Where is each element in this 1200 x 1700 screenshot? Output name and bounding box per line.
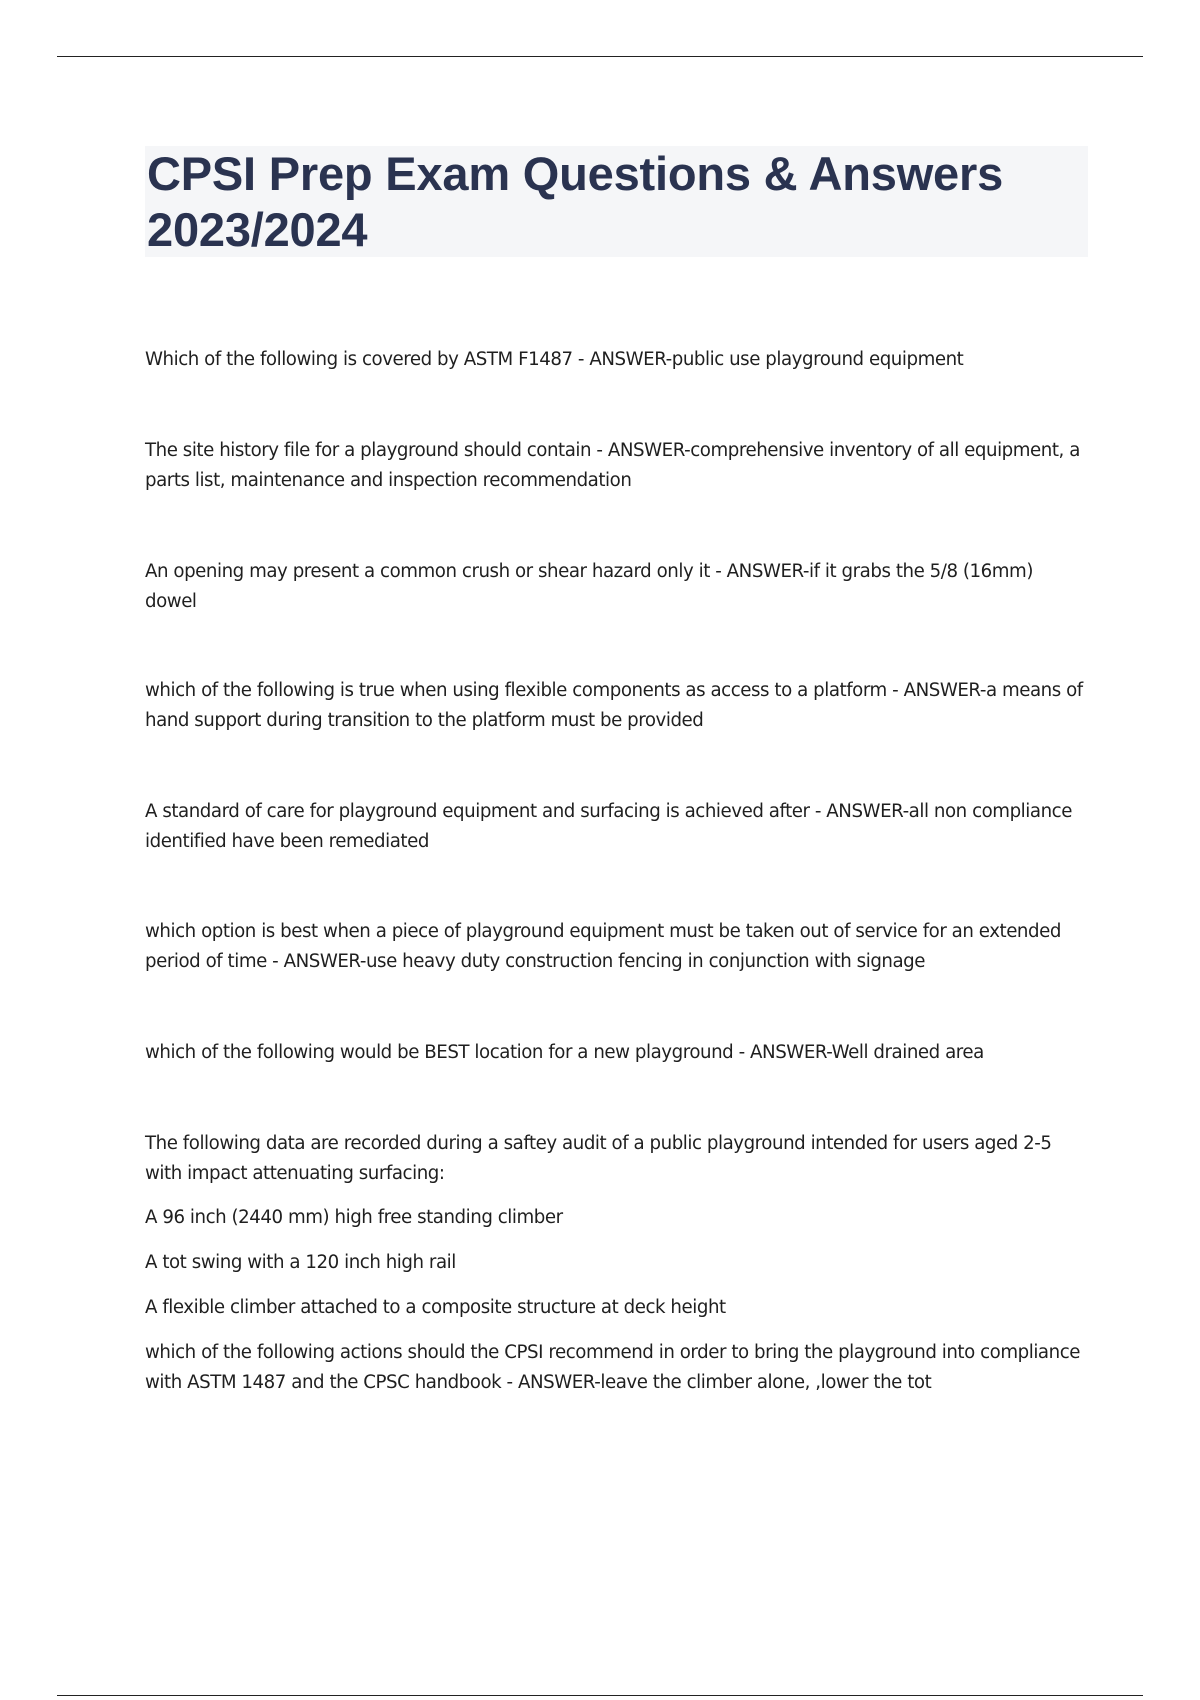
- top-rule: [57, 56, 1143, 57]
- qa-paragraph-astm: Which of the following is covered by ASTM F1487 - ANSWER-public use playground equipment: [145, 349, 964, 370]
- qa-paragraph-site-history: The site history file for a playground should contain - ANSWER-comprehensive inventory of all equipment, a parts list, maintenance and inspection recommendation: [145, 440, 1080, 491]
- bottom-rule: [57, 1695, 1143, 1696]
- qa-paragraph-flexible-climber: A flexible climber attached to a composite structure at deck height: [145, 1297, 726, 1318]
- qa-paragraph-crush-shear: An opening may present a common crush or shear hazard only it - ANSWER-if it grabs the 5/8 (16mm) dowel: [145, 561, 1033, 612]
- title-block: [145, 146, 1088, 257]
- qa-paragraph-tot-swing: A tot swing with a 120 inch high rail: [145, 1252, 456, 1273]
- page-title: CPSI Prep Exam Questions & Answers 2023/2024: [147, 147, 1004, 256]
- qa-paragraph-climber: A 96 inch (2440 mm) high free standing climber: [145, 1207, 563, 1228]
- qa-paragraph-best-location: which of the following would be BEST location for a new playground - ANSWER-Well drained area: [145, 1042, 984, 1063]
- qa-paragraph-recommendation: which of the following actions should the CPSI recommend in order to bring the playground into compliance with ASTM 1487 and the CPSC handbook - ANSWER-leave the climber alone, ,lower the tot: [145, 1342, 1080, 1393]
- qa-paragraph-out-of-service: which option is best when a piece of playground equipment must be taken out of service for an extended period of time - ANSWER-use heavy duty construction fencing in conjunction with signage: [145, 921, 1061, 972]
- qa-paragraph-audit-data: The following data are recorded during a saftey audit of a public playground intended for users aged 2-5 with impact attenuating surfacing:: [145, 1133, 1052, 1184]
- qa-paragraph-standard-of-care: A standard of care for playground equipment and surfacing is achieved after - ANSWER-all non compliance identified have been remediated: [145, 801, 1072, 852]
- qa-paragraph-flexible-access: which of the following is true when using flexible components as access to a platform - ANSWER-a means of hand support during transition to the platform must be provided: [145, 680, 1083, 731]
